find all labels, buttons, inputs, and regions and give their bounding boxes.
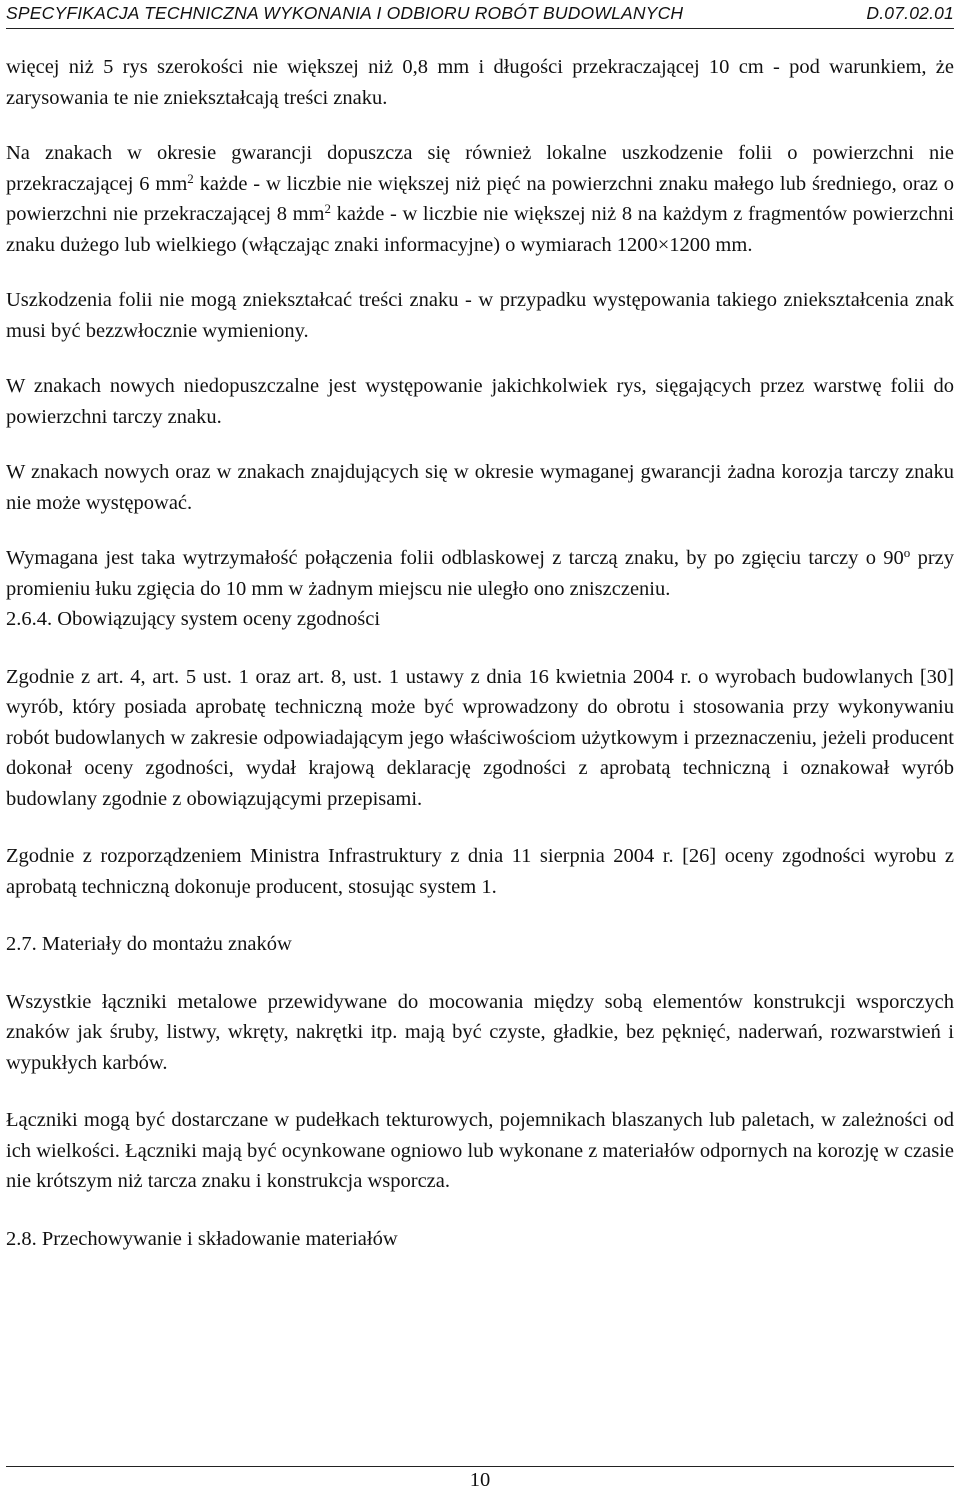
document-title: SPECYFIKACJA TECHNICZNA WYKONANIA I ODBIORU ROBÓT BUDOWLANYCH [6,3,684,23]
superscript: 2 [187,170,194,186]
page-content [6,52,954,1254]
paragraph-text: Na znakach w okresie gwarancji dopuszcza się również lokalne uszkodzenie folii o powierzchni nie przekraczającej 6 mm [6,142,954,195]
paragraph-text: przy promieniu łuku zgięcia do 10 mm w żadnym miejscu nie uległo ono zniszczeniu. [6,547,954,600]
paragraph-text: każde - w liczbie nie większej niż pięć na powierzchni znaku małego lub średniego, oraz o powierzchni nie przekraczającej 8 mm [6,172,955,225]
paragraph-text: każde - w liczbie nie większej niż 8 na każdym z fragmentów powierzchni znaku dużego lub wielkiego (włączając znaki informacyjne) o wymiarach 1200×1200 mm. [6,203,954,256]
section-heading: 2.7. Materiały do montażu znaków [6,933,292,955]
paragraph: W znakach nowych oraz w znakach znajdujących się w okresie wymaganej gwarancji żadna korozja tarczy znaku nie może występować. [6,461,954,514]
footer-divider [6,1466,954,1467]
section-heading: 2.6.4. Obowiązujący system oceny zgodności [6,608,381,630]
paragraph: Uszkodzenia folii nie mogą zniekształcać treści znaku - w przypadku występowania takiego zniekształcenia znak musi być bezzwłocznie wymieniony. [6,289,954,342]
paragraph: Zgodnie z rozporządzeniem Ministra Infrastruktury z dnia 11 sierpnia 2004 r. [26] oceny zgodności wyrobu z aprobatą techniczną dokonuje producent, stosując system 1. [6,845,954,898]
page-header [6,2,954,29]
paragraph: W znakach nowych niedopuszczalne jest występowanie jakichkolwiek rys, sięgających przez warstwę folii do powierzchni tarczy znaku. [6,375,954,428]
section-heading: 2.8. Przechowywanie i składowanie materiałów [6,1227,398,1250]
paragraph: Łączniki mogą być dostarczane w pudełkach tekturowych, pojemnikach blaszanych lub paletach, w zależności od ich wielkości. Łączniki mają być ocynkowane ogniowo lub wykonane z materiałów odpornych na korozję w czasie nie krótszym niż tarcza znaku i konstrukcja wsporcza. [6,1109,954,1192]
document-code: D.07.02.01 [866,3,954,23]
page-number: 10 [469,1469,491,1491]
superscript: o [903,545,911,560]
paragraph: Wszystkie łączniki metalowe przewidywane do mocowania między sobą elementów konstrukcji wsporczych znaków jak śruby, listwy, wkręty, nakrętki itp. mają być czyste, gładkie, bez pęknięć, naderwań, rozwarstwień i wypukłych karbów. [6,990,954,1074]
superscript: 2 [324,201,331,216]
paragraph [6,543,954,604]
paragraph: Zgodnie z art. 4, art. 5 ust. 1 oraz art. 8, ust. 1 ustawy z dnia 16 kwietnia 2004 r. o wyrobach budowlanych [30] wyrób, który posiada aprobatę techniczną może być wprowadzony do obrotu i stosowania przy wykonywaniu robót budowlanych w zakresie odpowiadającym jego właściwościom użytkowym i przeznaczeniu, jeżeli producent dokonał oceny zgodności, wydał krajową deklarację zgodności z aprobatą techniczną i oznakował wyrób budowlany zgodnie z obowiązującymi przepisami. [6,665,954,810]
paragraph [6,138,954,260]
paragraph-text: Wymagana jest taka wytrzymałość połączenia folii odblaskowej z tarczą znaku, by po zgięciu tarczy o 90 [6,547,904,569]
paragraph: więcej niż 5 rys szerokości nie większej niż 0,8 mm i długości przekraczającej 10 cm - pod warunkiem, że zarysowania te nie zniekształcają treści znaku. [6,56,954,109]
